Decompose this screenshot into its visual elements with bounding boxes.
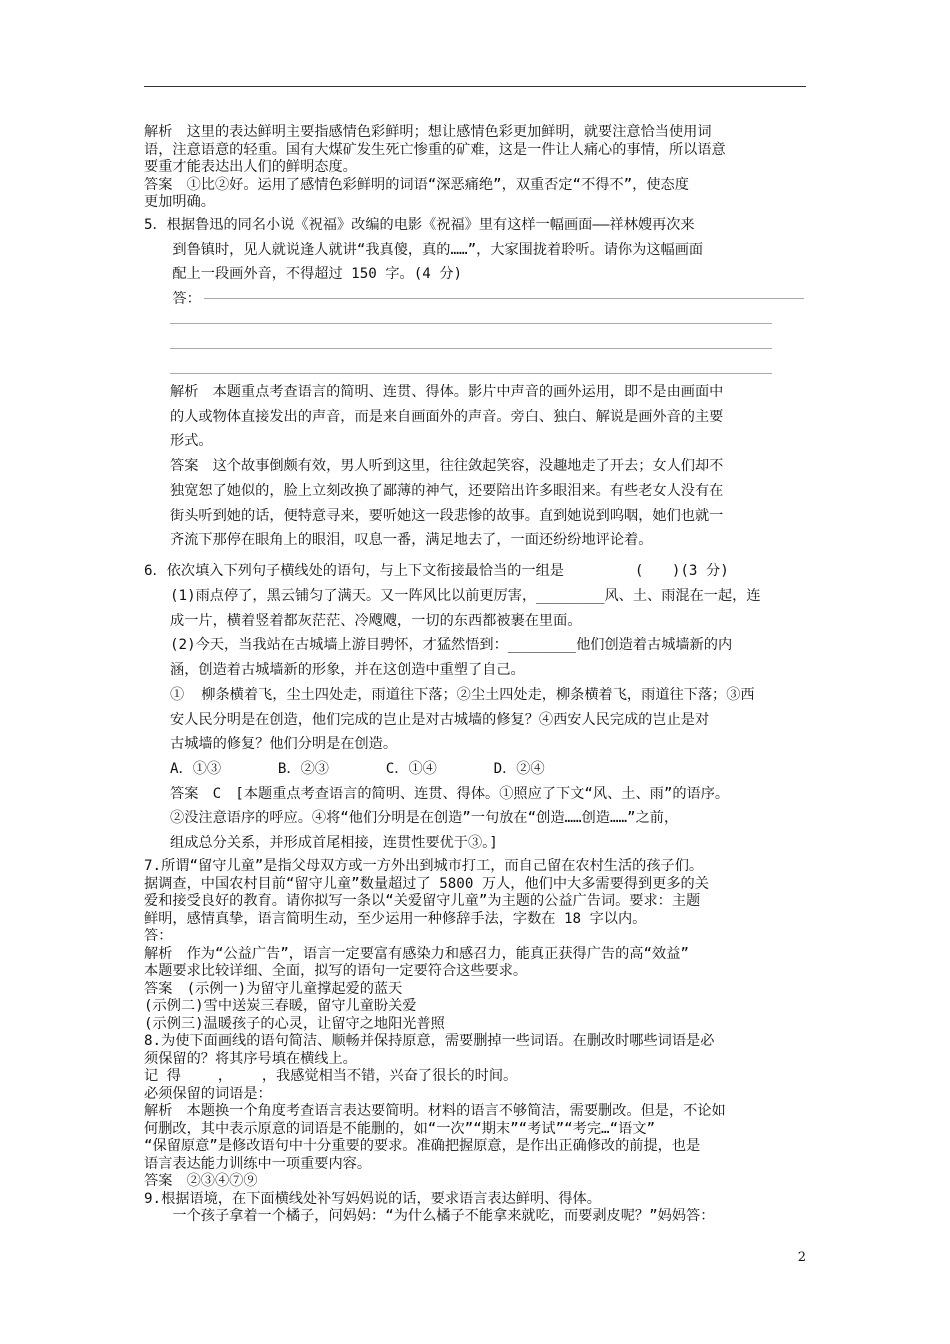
page-number: 2 — [797, 1250, 806, 1265]
analysis-block-q4: 解析 这里的表达鲜明主要指感情色彩鲜明；想让感情色彩更加鲜明，就要注意恰当使用词 语，注意语意的轻重。国有大煤矿发生死亡惨重的矿难，这是一件让人痛心的事情，所以语意 要重才能表达出人们的鲜明态度。 答案 ①比②好。运用了感情色彩鲜明的词语“深恶痛绝”，双重否定“不得不”，使态度 更加明确。 — [144, 124, 726, 210]
question-5-analysis-answer: 解析 本题重点考查语言的简明、连贯、得体。影片中声音的画外运用，即不是由画面中 的人或物体直接发出的声音，而是来自画面外的声音。旁白、独白、解说是画外音的主要 形式。 答案 这个故事倒颇有效，男人听到这里，往往敛起笑容，没趣地走了开去；女人们却不 独宽恕了她似的，脸上立刻改换了鄙薄的神气，还要陪出许多眼泪来。有些老女人没有在 街头听到她的话，便特意寻来，要听她这一段悲惨的故事。直到她说到呜咽，她们也就一 齐流下那停在眼角上的眼泪，叹息一番，满足地去了，一面还纷纷地评论着。 — [170, 384, 724, 549]
header-rule — [144, 86, 806, 87]
questions-7-9-block: 7.所谓“留守儿童”是指父母双方或一方外出到城市打工，而自己留在农村生活的孩子们。 据调查，中国农村目前“留守儿童”数量超过了 5800 万人，他们中大多需要得到更多的关 爱和接受良好的教育。请你拟写一条以“关爱留守儿童”为主题的公益广告词。要求：主题 鲜明，感情真挚，语言简明生动，至少运用一种修辞手法，字数在 18 字以内。 答： 解析 作为“公益广告”，语言一定要富有感染力和感召力，能真正获得广告的高“效益” 本题要求比较详细、全面，拟写的语句一定要符合这些要求。 答案 (示例一)为留守儿童撑起爱的蓝天 (示例二)雪中送炭三春暖，留守儿童盼关爱 (示例三)温暖孩子的心灵，让留守之地阳光普照 8.为使下面画线的语句简洁、顺畅并保持原意，需要删掉一些词语。在删改时哪些词语是必 须保留的？将其序号填在横线上。 记 得 ， ，我感觉相当不错，兴奋了很长的时间。 必须保留的词语是： 解析 本题换一个角度考查语言表达要简明。材料的语言不够简洁，需要删改。但是，不论如 何删改，其中表示原意的词语是不能删的，如“一次”“期末”“考试”“考完…“语文” “保留原意”是修改语句中十分重要的要求。准确把握原意，是作出正确修改的前提，也是 语言表达能力训练中一项重要内容。 答案 ②③④⑦⑨ 9.根据语境，在下面横线处补写妈妈说的话，要求语言表达鲜明、得体。 一个孩子拿着一个橘子，问妈妈：“为什么橘子不能拿来就吃，而要剥皮呢？”妈妈答： — [144, 858, 726, 1224]
answer-line-4 — [170, 373, 772, 374]
answer-line-3 — [170, 348, 772, 349]
question-6-body: (1)雨点停了，黑云铺匀了满天。又一阵风比以前更厉害，________风、土、雨混在一起，连 成一片，横着竖着都灰茫茫、冷飕飕，一切的东西都被裹在里面。 (2)今天，当我站在古城墙上游目骋怀，才猛然悟到：________他们创造着古城墙新的内 涵，创造着古城墙新的形象，并在这创造中重塑了自己。 ① 柳条横着飞，尘土四处走，雨道往下落；②尘土四处走，柳条横着飞，雨道往下落；③西 安人民分明是在创造，他们完成的岂止是对古城墙的修复？④西安人民完成的岂止是对 古城墙的修复？他们分明是在创造。 A．①③ B．②③ C．①④ D．②④ 答案 C [本题重点考查语言的简明、连贯、得体。①照应了下文“风、土、雨”的语序。 ②没注意语序的呼应。④将“他们分明是在创造”一句放在“创造……创造……”之前， 组成总分关系，并形成首尾相接，连贯性要优于③。] — [170, 588, 761, 852]
question-5-stem: 5．根据鲁迅的同名小说《祝福》改编的电影《祝福》里有这样一幅画面——祥林嫂再次来 到鲁镇时，见人就说逢人就讲“我真傻，真的……”，大家围拢着聆听。请你为这幅画面 配上一段画外音，不得超过 150 字。(4 分) 答： — [144, 217, 704, 308]
answer-line-2 — [170, 323, 772, 324]
answer-line-1 — [204, 298, 804, 299]
question-6-stem: 6．依次填入下列句子横线处的语句，与上下文衔接最恰当的一组是 ( )(3 分) — [144, 563, 729, 579]
